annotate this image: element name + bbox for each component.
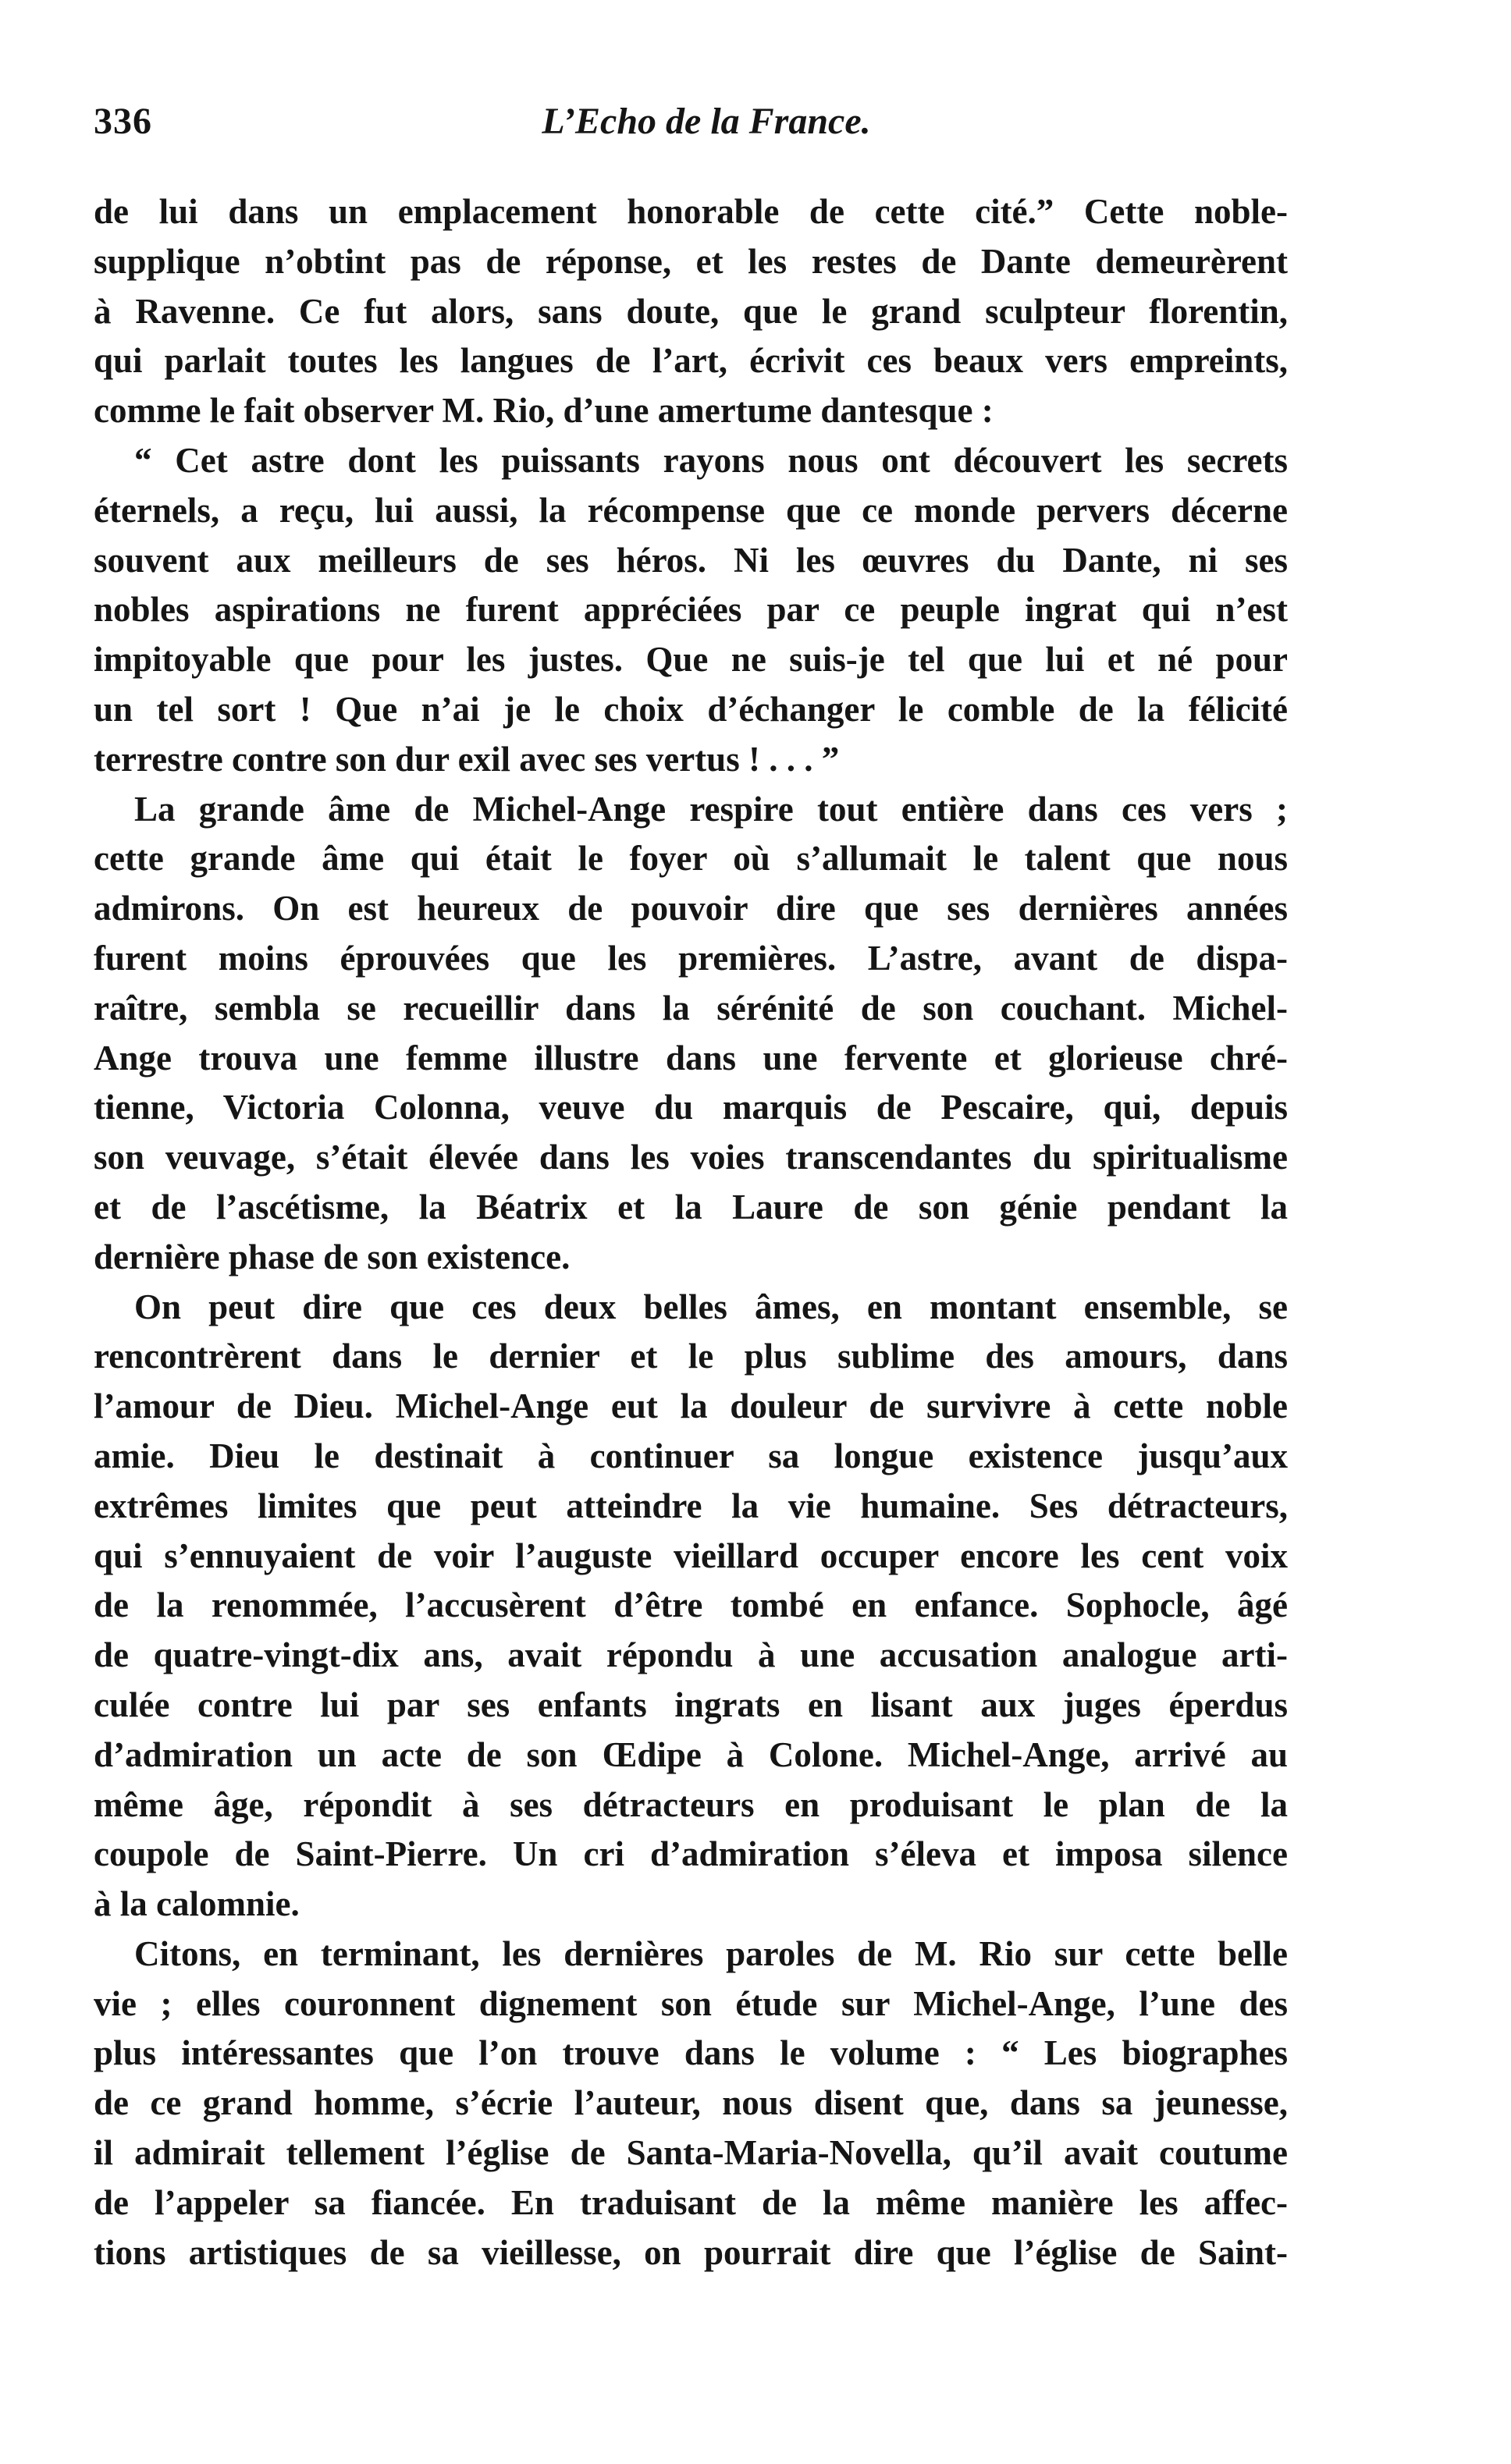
text-line: amie. Dieu le destinait à continuer sa longue existence jusqu’aux [94,1436,1288,1475]
text-line: On peut dire que ces deux belles âmes, en montant ensemble, se [134,1287,1288,1326]
text-line: Ange trouva une femme illustre dans une fervente et glorieuse chré- [94,1038,1288,1078]
text-line: un tel sort ! Que n’ai je le choix d’échanger le comble de la félicité [94,689,1288,729]
text-line: d’admiration un acte de son Œdipe à Colone. Michel-Ange, arrivé au [94,1734,1288,1774]
text-line: tions artistiques de sa vieillesse, on pourrait dire que l’église de Saint- [94,2232,1288,2272]
text-line: Citons, en terminant, les dernières paroles de M. Rio sur cette belle [134,1933,1288,1973]
text-line: qui s’ennuyaient de voir l’auguste vieillard occuper encore les cent voix [94,1536,1288,1575]
text-line: à Ravenne. Ce fut alors, sans doute, que le grand sculpteur florentin, [94,291,1288,331]
text-line: éternels, a reçu, lui aussi, la récompense que ce monde pervers décerne [94,490,1288,530]
text-line: de la renommée, l’accusèrent d’être tombé en enfance. Sophocle, âgé [94,1585,1288,1625]
text-line: de ce grand homme, s’écrie l’auteur, nous disent que, dans sa jeunesse, [94,2083,1288,2123]
text-line: furent moins éprouvées que les premières. L’astre, avant de dispa- [94,938,1288,978]
text-line: impitoyable que pour les justes. Que ne suis-je tel que lui et né pour [94,640,1288,680]
running-title: L’Echo de la France. [542,101,871,142]
text-line: culée contre lui par ses enfants ingrats en lisant aux juges éperdus [94,1685,1288,1724]
text-line: dernière phase de son existence. [94,1237,571,1276]
text-line: plus intéressantes que l’on trouve dans le volume : “ Les biographes [94,2033,1288,2073]
text-line: rencontrèrent dans le dernier et le plus sublime des amours, dans [94,1337,1288,1376]
text-line: vie ; elles couronnent dignement son étude sur Michel-Ange, l’une des [94,1983,1288,2023]
text-line: “ Cet astre dont les puissants rayons nous ont découvert les secrets [134,440,1288,480]
text-line: extrêmes limites que peut atteindre la vie humaine. Ses détracteurs, [94,1486,1288,1525]
text-line: nobles aspirations ne furent appréciées par ce peuple ingrat qui n’est [94,590,1288,630]
text-line: de lui dans un emplacement honorable de cette cité.” Cette noble- [94,192,1288,231]
text-line: cette grande âme qui était le foyer où s’allumait le talent que nous [94,839,1288,879]
text-line: qui parlait toutes les langues de l’art, écrivit ces beaux vers empreints, [94,341,1288,381]
text-line: à la calomnie. [94,1884,300,1924]
page-number: 336 [94,101,152,142]
text-line: son veuvage, s’était élevée dans les voies transcendantes du spiritualisme [94,1138,1288,1177]
text-line: il admirait tellement l’église de Santa-Maria-Novella, qu’il avait coutume [94,2133,1288,2173]
body-text [94,187,1288,2278]
text-line: La grande âme de Michel-Ange respire tout entière dans ces vers ; [134,789,1288,829]
text-line: tienne, Victoria Colonna, veuve du marquis de Pescaire, qui, depuis [94,1088,1288,1127]
text-line: de quatre-vingt-dix ans, avait répondu à une accusation analogue arti- [94,1635,1288,1675]
text-line: de l’appeler sa fiancée. En traduisant de la même manière les affec- [94,2182,1288,2222]
text-line: l’amour de Dieu. Michel-Ange eut la douleur de survivre à cette noble [94,1386,1288,1426]
text-line: même âge, répondit à ses détracteurs en produisant le plan de la [94,1784,1288,1824]
page-header [94,100,1319,154]
text-line: supplique n’obtint pas de réponse, et les restes de Dante demeurèrent [94,241,1288,281]
text-line: et de l’ascétisme, la Béatrix et la Laure de son génie pendant la [94,1187,1288,1227]
text-line: raître, sembla se recueillir dans la sérénité de son couchant. Michel- [94,988,1288,1028]
text-line: souvent aux meilleurs de ses héros. Ni les œuvres du Dante, ni ses [94,540,1288,580]
text-line: comme le fait observer M. Rio, d’une amertume dantesque : [94,391,994,431]
text-line: admirons. On est heureux de pouvoir dire que ses dernières années [94,889,1288,928]
text-line: terrestre contre son dur exil avec ses vertus ! . . . ” [94,739,840,779]
text-line: coupole de Saint-Pierre. Un cri d’admiration s’éleva et imposa silence [94,1834,1288,1874]
